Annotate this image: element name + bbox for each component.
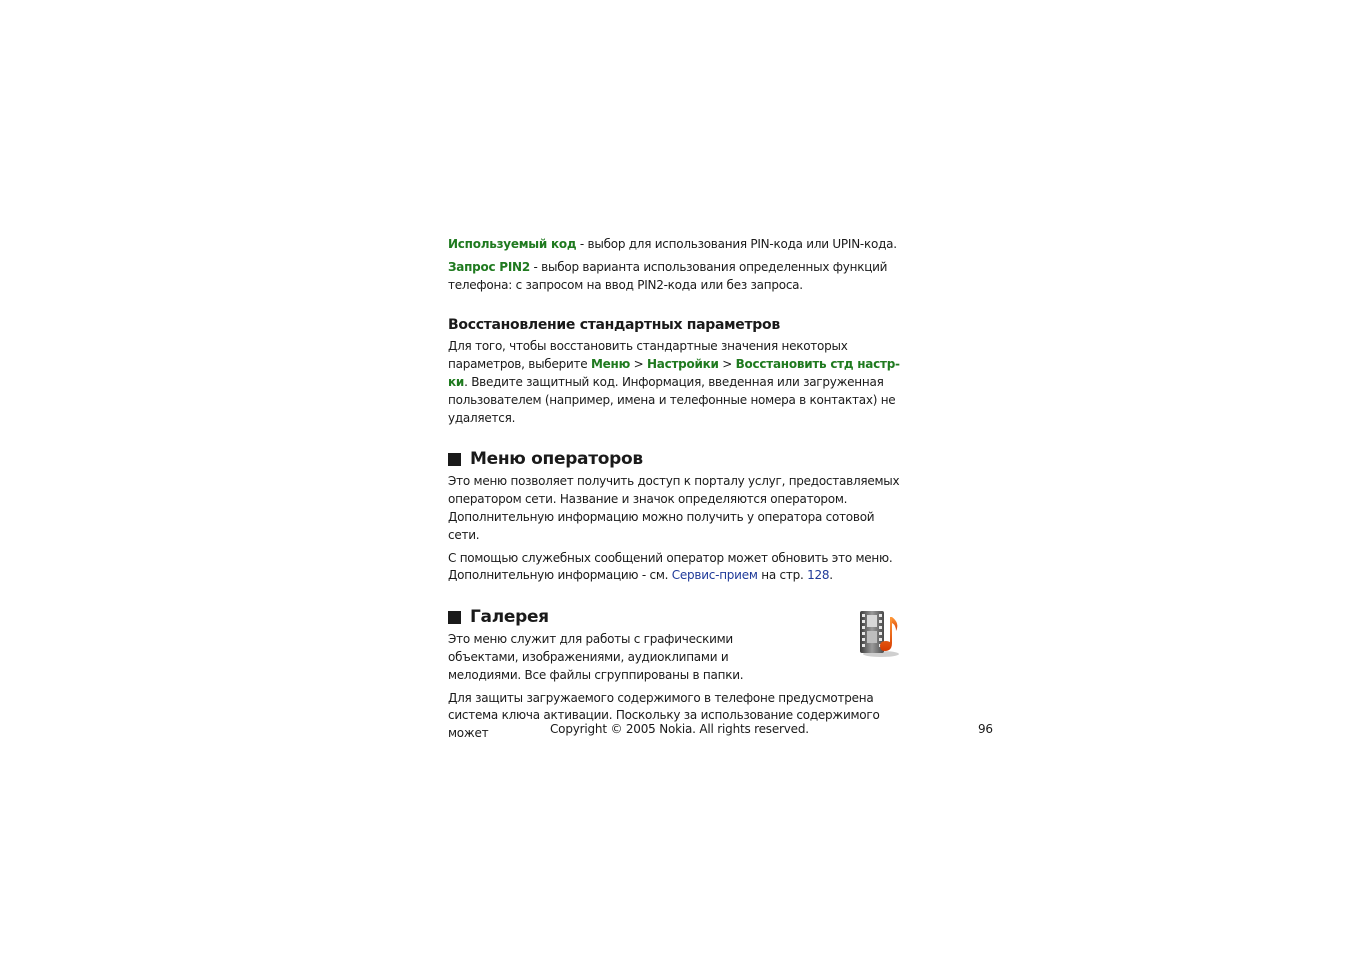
menu-path-settings: Настройки [646,357,719,372]
operator-menu-heading [448,449,908,469]
operator-p2-start: С помощью служебных сообщений оператор может обновить это меню. Дополнительную информацию - см. [448,550,893,583]
used-code-description: - выбор для использования PIN-кода или UPIN-кода. [576,237,897,251]
option-used-code [448,236,908,254]
menu-path-menu: Меню [590,357,630,372]
restore-heading: Восстановление стандартных параметров [448,317,780,334]
restore-rest: . Введите защитный код. Информация, введенная или загруженная пользователем (например, имена и телефонные номера в контактах) не удаляется. [448,374,896,425]
operator-menu-title: Меню операторов [470,449,643,470]
path-separator: > [718,357,736,372]
gallery-media-icon [856,609,902,659]
restore-paragraph [448,338,908,427]
gallery-paragraph-2: Для защиты загружаемого содержимого в телефоне предусмотрена система ключа активации. Поскольку за использование содержимого может [448,690,880,741]
restore-intro: Для того, чтобы восстановить стандартные значения некоторых параметров, выберите [448,339,848,372]
service-inbox-link[interactable]: Сервис-прием [671,568,758,583]
page-ref-link[interactable]: 128 [807,568,830,583]
gallery-paragraph-1: Это меню служит для работы с графическими объектами, изображениями, аудиоклипами и мелодиями. Все файлы сгруппированы в папки. [448,632,744,682]
gallery-heading [448,607,908,627]
operator-p2-end: . [829,568,833,583]
section-bullet-icon [448,611,461,624]
operator-paragraph-2 [448,550,908,586]
operator-paragraph-1: Это меню позволяет получить доступ к порталу услуг, предоставляемых оператором сети. Название и значок определяются оператором. Дополнительную информацию можно получить у оператора сотовой сети. [448,474,900,542]
option-pin2-request [448,259,908,295]
section-bullet-icon [448,453,461,466]
gallery-section [448,607,908,684]
term-used-code: Используемый код [448,237,577,251]
gallery-title: Галерея [470,607,549,628]
operator-p2-mid: на стр. [757,568,808,583]
pin2-request-description: - выбор варианта использования определенных функций телефона: с запросом на ввод PIN2-кода или без запроса. [448,259,888,292]
page-number: 96 [978,722,993,736]
menu-path-restore: Восстановить стд настр-ки [448,357,900,389]
term-pin2-request: Запрос PIN2 [448,259,530,274]
path-separator: > [630,357,647,372]
copyright-notice: Copyright © 2005 Nokia. All rights reserved. [550,722,809,736]
document-page [448,236,908,748]
page-footer [0,722,1351,742]
